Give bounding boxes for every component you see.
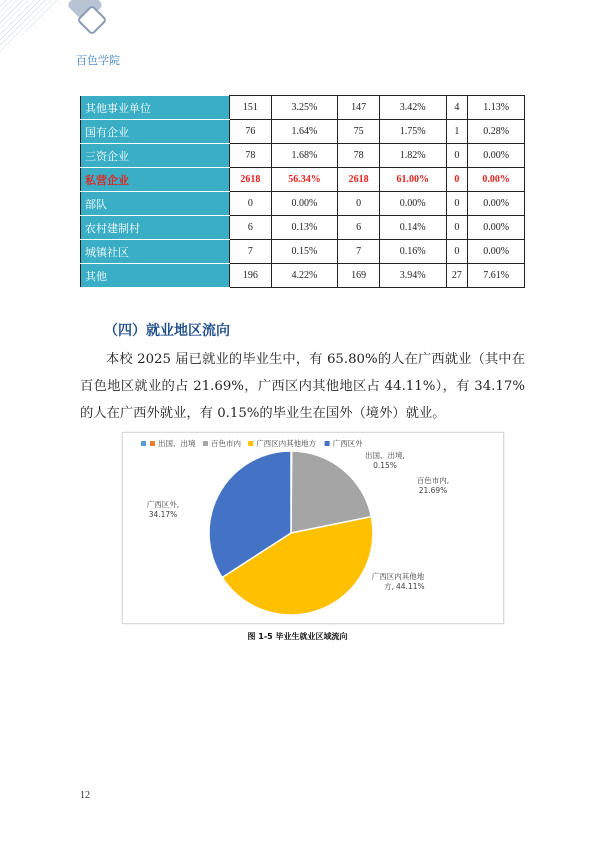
pct-in-cell: 3.94%	[379, 264, 446, 288]
legend-label: 广西区内其他地方	[256, 439, 317, 448]
count-in-cell: 169	[338, 264, 380, 288]
employer-type-table	[80, 95, 525, 288]
pct-out-cell: 0.28%	[468, 120, 525, 144]
pct-out-cell: 0.00%	[468, 192, 525, 216]
legend-swatch	[150, 441, 155, 446]
data-label: 方,	[384, 582, 394, 591]
pct-out-cell: 7.61%	[468, 264, 525, 288]
region-pie-chart	[122, 432, 504, 624]
category-cell: 其他事业单位	[81, 96, 230, 120]
pct-all-cell: 0.13%	[271, 216, 338, 240]
count-all-cell: 0	[230, 192, 272, 216]
table-row	[81, 96, 525, 120]
pct-in-cell: 0.14%	[379, 216, 446, 240]
count-all-cell: 6	[230, 216, 272, 240]
pct-in-cell: 3.42%	[379, 96, 446, 120]
page-number: 12	[80, 790, 90, 801]
count-all-cell: 78	[230, 144, 272, 168]
pct-in-cell: 1.82%	[379, 144, 446, 168]
table-row	[81, 144, 525, 168]
pct-out-cell: 1.13%	[468, 96, 525, 120]
pct-all-cell: 1.68%	[271, 144, 338, 168]
legend-label: 广西区外	[332, 439, 363, 448]
count-all-cell: 151	[230, 96, 272, 120]
table-row	[81, 168, 525, 192]
section-title: （四）就业地区流向	[104, 323, 230, 339]
category-cell: 三资企业	[81, 144, 230, 168]
count-out-cell: 4	[446, 96, 468, 120]
pct-all-cell: 3.25%	[271, 96, 338, 120]
count-in-cell: 6	[338, 216, 380, 240]
pct-in-cell: 61.00%	[379, 168, 446, 192]
count-out-cell: 27	[446, 264, 468, 288]
table-row	[81, 120, 525, 144]
count-out-cell: 0	[446, 144, 468, 168]
data-label: 0.15%	[373, 461, 397, 470]
count-in-cell: 78	[338, 144, 380, 168]
data-label: 广西区外,	[146, 500, 180, 509]
count-in-cell: 75	[338, 120, 380, 144]
legend-swatch	[248, 441, 253, 446]
legend-label: 百色市内	[211, 439, 241, 448]
pct-in-cell: 1.75%	[379, 120, 446, 144]
header-ornament	[0, 0, 120, 60]
count-out-cell: 0	[446, 240, 468, 264]
category-cell: 农村建制村	[81, 216, 230, 240]
data-label: 广西区内其他地	[371, 572, 425, 581]
count-in-cell: 0	[338, 192, 380, 216]
category-cell: 部队	[81, 192, 230, 216]
count-out-cell: 0	[446, 192, 468, 216]
count-all-cell: 196	[230, 264, 272, 288]
pct-out-cell: 0.00%	[468, 168, 525, 192]
pct-out-cell: 0.00%	[468, 240, 525, 264]
table-row	[81, 216, 525, 240]
count-in-cell: 2618	[338, 168, 380, 192]
category-cell: 国有企业	[81, 120, 230, 144]
pct-in-cell: 0.00%	[379, 192, 446, 216]
region-paragraph: 本校 2025 届已就业的毕业生中，有 65.80%的人在广西就业（其中在百色地区就业的占 21.69%，广西区内其他地区占 44.11%），有 34.17%的人在广西外就业，有 0.15%的毕业生在国外（境外）就业。	[80, 352, 525, 421]
pct-all-cell: 56.34%	[271, 168, 338, 192]
pct-all-cell: 0.15%	[271, 240, 338, 264]
pct-out-cell: 0.00%	[468, 144, 525, 168]
count-all-cell: 76	[230, 120, 272, 144]
data-label: 百色市内,	[416, 476, 450, 485]
count-out-cell: 0	[446, 168, 468, 192]
count-all-cell: 2618	[230, 168, 272, 192]
table-row	[81, 264, 525, 288]
data-label: 出国、出境,	[365, 451, 405, 460]
count-in-cell: 147	[338, 96, 380, 120]
data-label: 34.17%	[148, 510, 178, 519]
pct-all-cell: 4.22%	[271, 264, 338, 288]
pct-in-cell: 0.16%	[379, 240, 446, 264]
pct-out-cell: 0.00%	[468, 216, 525, 240]
data-label: 44.11%	[396, 582, 425, 591]
legend-swatch	[325, 441, 330, 446]
data-label: 21.69%	[418, 486, 448, 495]
pie-chart-svg	[123, 433, 503, 623]
table-row	[81, 192, 525, 216]
institution-header: 百色学院	[76, 54, 120, 67]
count-out-cell: 0	[446, 216, 468, 240]
table-row	[81, 240, 525, 264]
pct-all-cell: 0.00%	[271, 192, 338, 216]
legend-swatch	[203, 441, 208, 446]
legend-swatch	[141, 441, 146, 446]
category-cell: 其他	[81, 264, 230, 288]
count-all-cell: 7	[230, 240, 272, 264]
category-cell: 私营企业	[81, 168, 230, 192]
figure-caption: 图 1-5 毕业生就业区域流向	[247, 632, 348, 641]
category-cell: 城镇社区	[81, 240, 230, 264]
pct-all-cell: 1.64%	[271, 120, 338, 144]
count-in-cell: 7	[338, 240, 380, 264]
count-out-cell: 1	[446, 120, 468, 144]
legend-label: 出国、出境	[158, 439, 196, 448]
